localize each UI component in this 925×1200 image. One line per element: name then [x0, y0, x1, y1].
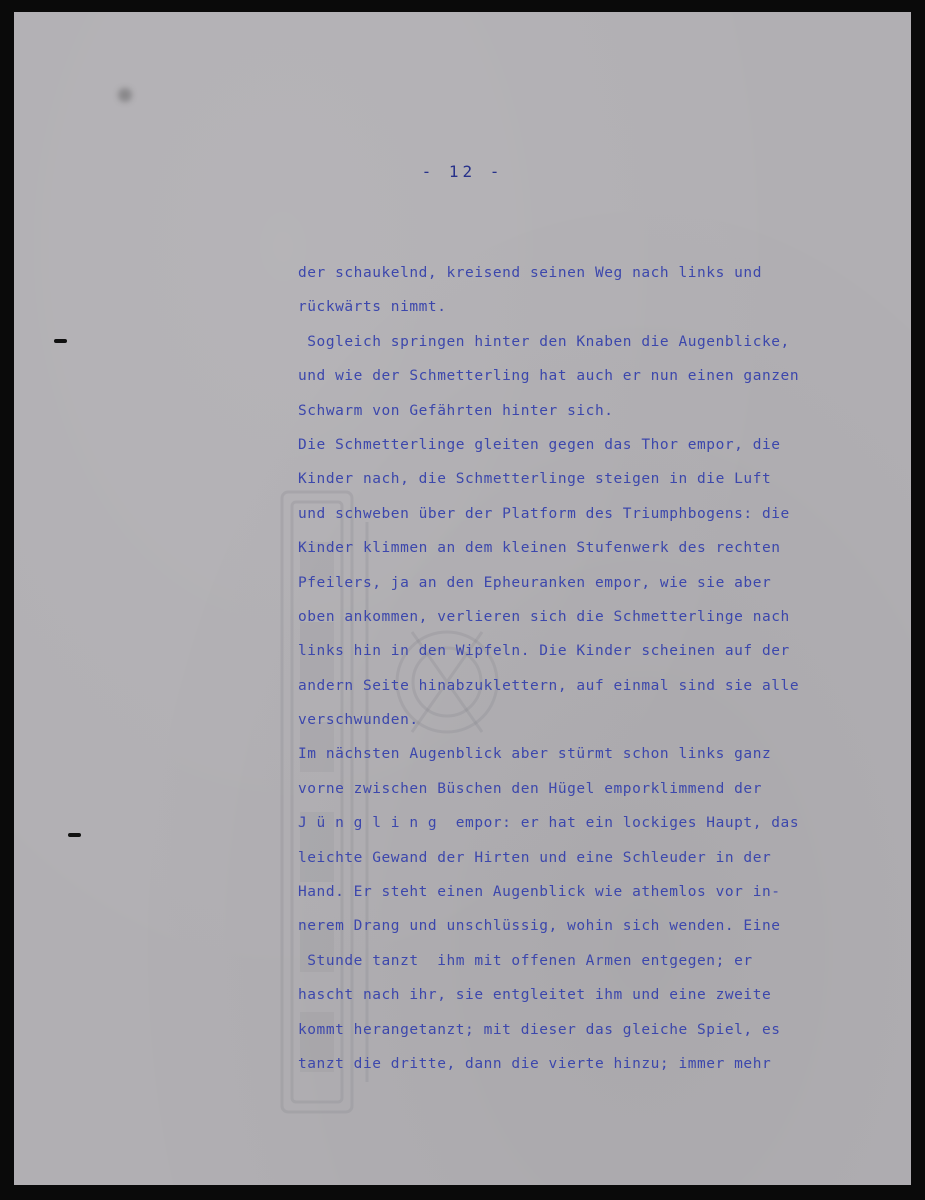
page-number: - 12 -: [421, 162, 504, 181]
text-line: Sogleich springen hinter den Knaben die Augenblicke,: [298, 333, 790, 350]
text-line: vorne zwischen Büschen den Hügel emporklimmend der: [298, 780, 762, 797]
text-line: der schaukelnd, kreisend seinen Weg nach links und: [298, 265, 762, 281]
text-line: nerem Drang und unschlüssig, wohin sich wenden. Eine: [298, 918, 781, 935]
text-line: oben ankommen, verlieren sich die Schmetterlinge nach: [298, 608, 790, 625]
punch-hole-icon: [54, 339, 67, 343]
text-line: J ü n g l i n g empor: er hat ein lockiges Haupt, das: [298, 815, 800, 832]
text-line: Hand. Er steht einen Augenblick wie athemlos vor in-: [298, 884, 781, 901]
text-line: und wie der Schmetterling hat auch er nun einen ganzen: [298, 368, 800, 385]
text-line: links hin in den Wipfeln. Die Kinder scheinen auf der: [298, 643, 790, 660]
text-line: kommt herangetanzt; mit dieser das gleiche Spiel, es: [298, 1021, 781, 1038]
typewritten-body: [298, 256, 878, 1081]
ink-smudge: [118, 88, 132, 102]
text-line: Stunde tanzt ihm mit offenen Armen entgegen; er: [298, 952, 753, 969]
document-page: [14, 12, 911, 1185]
text-line: Im nächsten Augenblick aber stürmt schon links ganz: [298, 746, 772, 763]
text-line: andern Seite hinabzuklettern, auf einmal sind sie alle: [298, 677, 800, 694]
text-line: verschwunden.: [298, 712, 419, 729]
text-line: Die Schmetterlinge gleiten gegen das Thor empor, die: [298, 436, 781, 453]
text-line: leichte Gewand der Hirten und eine Schleuder in der: [298, 849, 772, 866]
text-line: tanzt die dritte, dann die vierte hinzu; immer mehr: [298, 1055, 772, 1072]
text-line: Kinder nach, die Schmetterlinge steigen in die Luft: [298, 471, 772, 488]
text-line: hascht nach ihr, sie entgleitet ihm und eine zweite: [298, 987, 772, 1004]
text-line: Schwarm von Gefährten hinter sich.: [298, 402, 614, 419]
text-line: Pfeilers, ja an den Epheuranken empor, wie sie aber: [298, 574, 772, 591]
text-line: und schweben über der Platform des Triumphbogens: die: [298, 505, 790, 522]
text-line: rückwärts nimmt.: [298, 299, 447, 316]
punch-hole-icon: [68, 833, 81, 837]
text-line: Kinder klimmen an dem kleinen Stufenwerk des rechten: [298, 540, 781, 557]
